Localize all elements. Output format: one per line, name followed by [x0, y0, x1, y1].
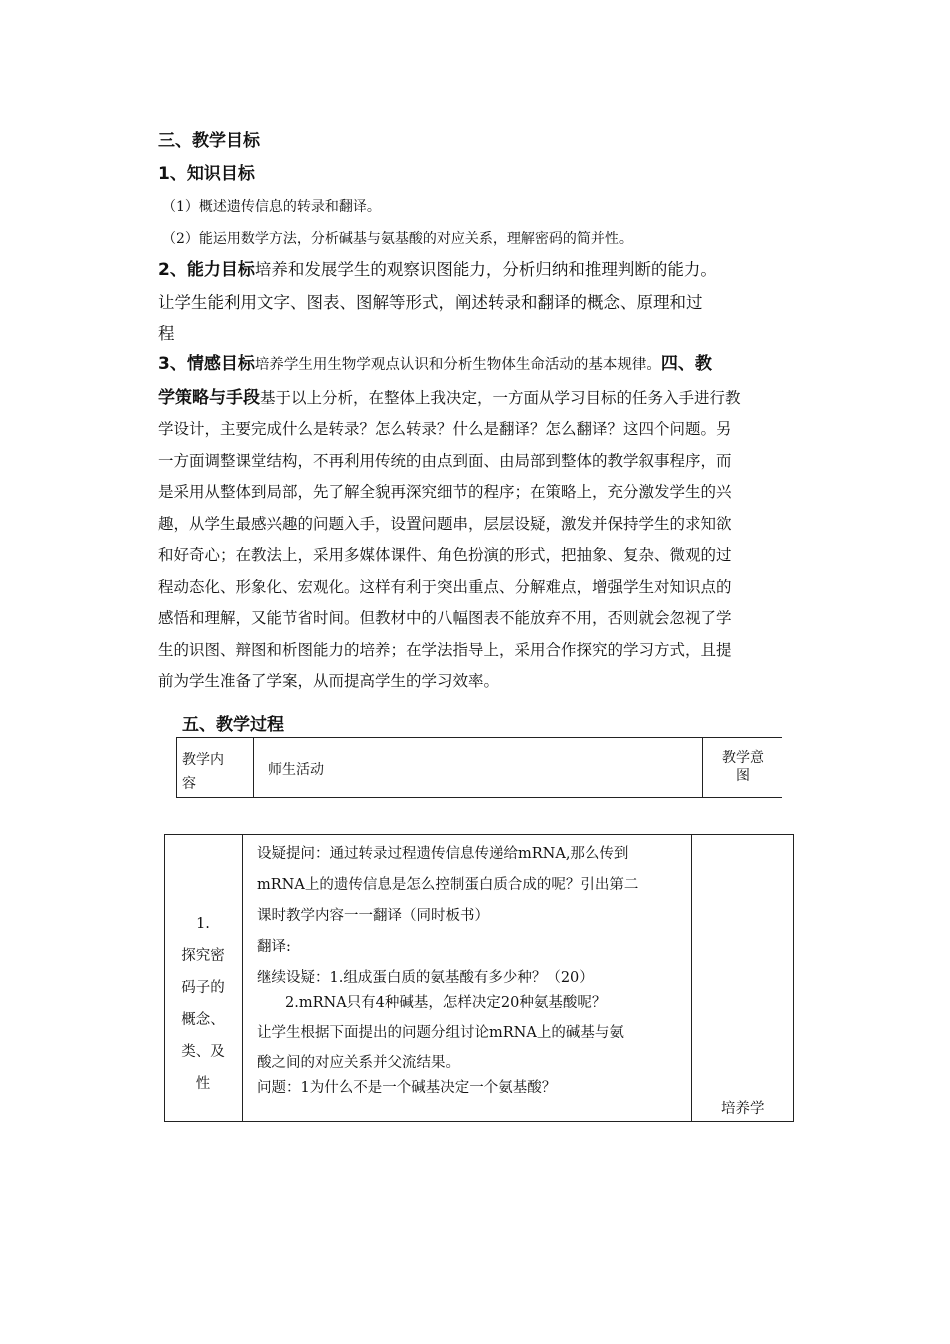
activity-line: 课时教学内容一一翻译（同时板书） [257, 908, 489, 924]
header-content-line1: 教学内 [182, 752, 224, 768]
section-3-title: 三、教学目标 [158, 131, 260, 151]
activity-line: 问题：1为什么不是一个碱基决定一个氨基酸？ [257, 1080, 557, 1096]
strategy-text-line: 生的识图、辩图和析图能力的培养；在学法指导上，采用合作探究的学习方式，且提 [158, 640, 732, 659]
section-4-title-part1: 四、教 [660, 354, 712, 374]
row-intent-cell: 培养学 [721, 1101, 765, 1117]
emotion-and-strategy-paragraph [158, 348, 806, 698]
knowledge-goal-title: 1、知识目标 [158, 164, 255, 184]
row-activity-cell [257, 839, 687, 1099]
row-content-line: 1. [196, 916, 210, 932]
strategy-text-line: 是采用从整体到局部，先了解全貌再深究细节的程序；在策略上，充分激发学生的兴 [158, 483, 732, 501]
activity-line: 继续设疑：1.组成蛋白质的氨基酸有多少种？（20） [257, 970, 594, 986]
ability-goal-text-line2: 让学生能利用文字、图表、图解等形式，阐述转录和翻译的概念、原理和过 [158, 292, 703, 312]
strategy-text-line: 一方面调整课堂结构，不再利用传统的由点到面、由局部到整体的教学叙事程序，而 [158, 451, 732, 470]
header-content-line2: 容 [182, 776, 196, 792]
section-4-title-part2: 学策略与手段 [158, 387, 260, 408]
strategy-text-line: 趣，从学生最感兴趣的问题入手，设置问题串，层层设疑，激发并保持学生的求知欲 [158, 514, 732, 533]
strategy-text-line: 前为学生准备了学案，从而提高学生的学习效率。 [158, 672, 500, 690]
strategy-text-line1: 基于以上分析，在整体上我决定，一方面从学习目标的任务入手进行教 [260, 388, 741, 407]
ability-goal-text: 培养和发展学生的观察识图能力，分析归纳和推理判断的能力。 [254, 260, 717, 279]
knowledge-goal-2: （2）能运用数学方法，分析碱基与氨基酸的对应关系，理解密码的简并性。 [162, 231, 633, 247]
emotion-goal-title: 3、情感目标 [158, 354, 255, 374]
header-activity: 师生活动 [268, 762, 324, 778]
activity-line: 2.mRNA只有4种碱基，怎样决定20种氨基酸呢？ [285, 995, 607, 1011]
activity-line: 酸之间的对应关系并父流结果。 [257, 1055, 460, 1071]
header-intent [718, 749, 768, 785]
row-content-cell [170, 908, 236, 1100]
ability-goal-text-line3: 程 [158, 324, 175, 343]
row-content-line: 码子的 [181, 980, 225, 996]
knowledge-goal-1: （1）概述遗传信息的转录和翻译。 [162, 199, 381, 215]
strategy-text-line: 程动态化、形象化、宏观化。这样有利于突出重点、分解难点，增强学生对知识点的 [158, 577, 732, 596]
activity-line: 设疑提问：通过转录过程遗传信息传递给mRNA,那么传到 [257, 846, 629, 862]
header-intent-line2: 图 [736, 768, 750, 784]
row-content-line: 探究密 [181, 948, 225, 964]
row-content-line: 概念、 [181, 1012, 225, 1028]
strategy-text-line: 感悟和理解，又能节省时间。但教材中的八幅图表不能放弃不用，否则就会忽视了学 [158, 609, 732, 627]
activity-line: 让学生根据下面提出的问题分组讨论mRNA上的碱基与氨 [257, 1025, 624, 1041]
row-content-line: 性 [195, 1076, 211, 1092]
strategy-text-line: 学设计，主要完成什么是转录？怎么转录？什么是翻译？怎么翻译？这四个问题。另 [158, 420, 732, 438]
ability-goal-paragraph [158, 254, 806, 350]
ability-goal-title: 2、能力目标 [158, 260, 255, 280]
activity-line: 翻译: [257, 939, 291, 955]
row-content-line: 类、及 [181, 1044, 225, 1060]
activity-line: mRNA上的遗传信息是怎么控制蛋白质合成的呢？引出第二 [257, 877, 639, 893]
section-5-title: 五、教学过程 [182, 715, 284, 735]
strategy-text-line: 和好奇心；在教法上，采用多媒体课件、角色扮演的形式，把抽象、复杂、微观的过 [158, 546, 732, 564]
header-content [182, 748, 224, 796]
emotion-goal-text: 培养学生用生物学观点认识和分析生物体生命活动的基本规律。 [254, 357, 661, 373]
header-intent-line1: 教学意 [722, 750, 764, 766]
